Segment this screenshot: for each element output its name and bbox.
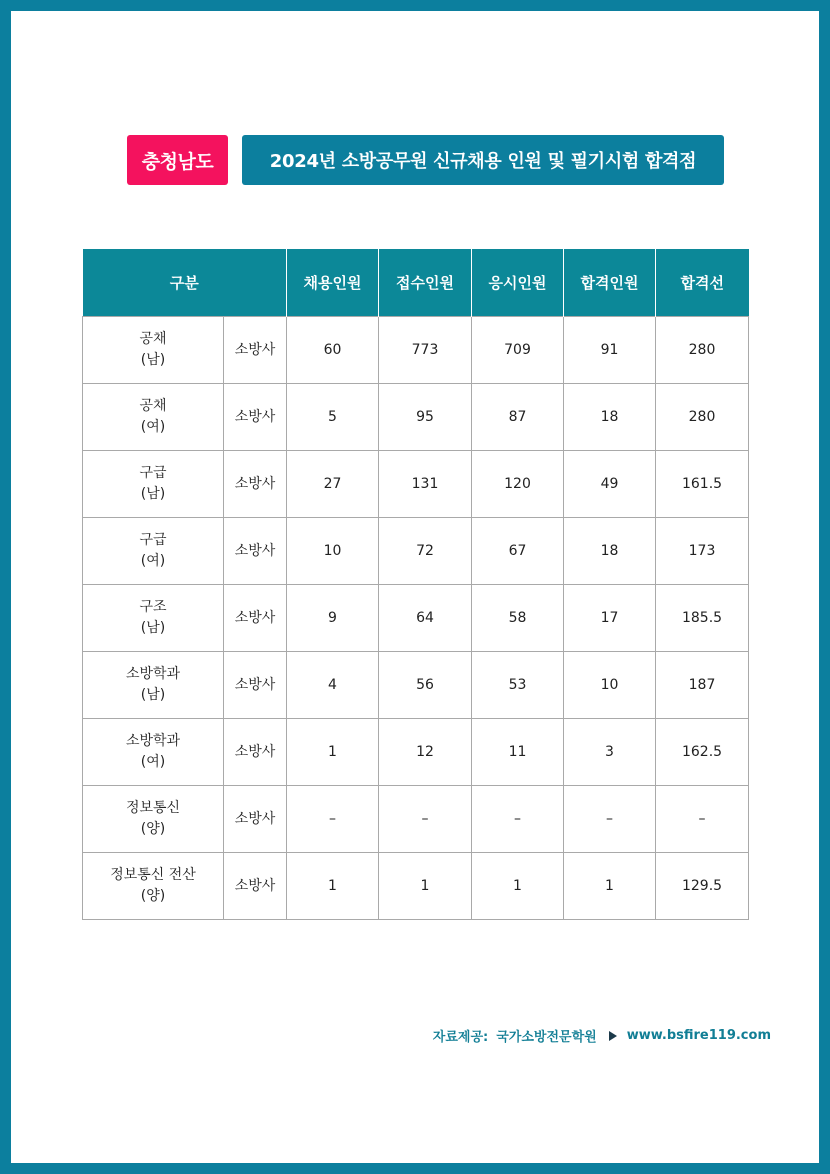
- category-name: 정보통신: [125, 800, 181, 816]
- header-category: 구분: [83, 249, 287, 317]
- table-row: [83, 652, 749, 719]
- hire-cell: 10: [287, 518, 379, 585]
- category-name: 소방학과: [125, 666, 181, 682]
- category-name: 구조: [139, 599, 167, 615]
- hire-cell: 60: [287, 317, 379, 384]
- rank-cell: 소방사: [224, 317, 287, 384]
- exam-cell: 1: [472, 853, 564, 920]
- exam-cell: 11: [472, 719, 564, 786]
- table-row: [83, 786, 749, 853]
- rank-cell: 소방사: [224, 719, 287, 786]
- category-gender: (여): [140, 754, 166, 770]
- source-url: www.bsfire119.com: [626, 1028, 771, 1043]
- category-gender: (여): [140, 553, 166, 569]
- category-name: 구급: [139, 465, 167, 481]
- exam-cell: 53: [472, 652, 564, 719]
- exam-cell: 58: [472, 585, 564, 652]
- rank-cell: 소방사: [224, 451, 287, 518]
- source-label: 자료제공:: [432, 1030, 489, 1045]
- category-name: 소방학과: [125, 733, 181, 749]
- category-cell: [83, 719, 224, 786]
- category-gender: (남): [140, 687, 166, 703]
- table-header-row: [83, 249, 749, 317]
- table-row: [83, 719, 749, 786]
- hire-cell: –: [287, 786, 379, 853]
- category-cell: [83, 518, 224, 585]
- cutoff-cell: 185.5: [656, 585, 749, 652]
- rank-cell: 소방사: [224, 652, 287, 719]
- pass-cell: 18: [564, 518, 656, 585]
- hire-cell: 9: [287, 585, 379, 652]
- source-name: 국가소방전문학원: [496, 1030, 597, 1045]
- apply-cell: 64: [379, 585, 472, 652]
- source-credit: [433, 1026, 771, 1045]
- right-triangle-icon: [609, 1031, 617, 1041]
- apply-cell: 12: [379, 719, 472, 786]
- apply-cell: 95: [379, 384, 472, 451]
- category-cell: [83, 384, 224, 451]
- apply-cell: 131: [379, 451, 472, 518]
- pass-cell: 10: [564, 652, 656, 719]
- region-badge: 충청남도: [127, 135, 228, 185]
- table-row: [83, 317, 749, 384]
- cutoff-cell: 280: [656, 384, 749, 451]
- exam-cell: –: [472, 786, 564, 853]
- category-cell: [83, 585, 224, 652]
- cutoff-cell: 129.5: [656, 853, 749, 920]
- header-cutoff: 합격선: [656, 249, 749, 317]
- pass-cell: 91: [564, 317, 656, 384]
- header-hire-count: 채용인원: [287, 249, 379, 317]
- apply-cell: 56: [379, 652, 472, 719]
- category-name: 구급: [139, 532, 167, 548]
- header-applicants: 접수인원: [379, 249, 472, 317]
- exam-cell: 87: [472, 384, 564, 451]
- rank-cell: 소방사: [224, 853, 287, 920]
- rank-cell: 소방사: [224, 585, 287, 652]
- apply-cell: 1: [379, 853, 472, 920]
- table-row: [83, 853, 749, 920]
- pass-cell: 17: [564, 585, 656, 652]
- category-gender: (양): [140, 821, 166, 837]
- hire-cell: 27: [287, 451, 379, 518]
- rank-cell: 소방사: [224, 384, 287, 451]
- apply-cell: 72: [379, 518, 472, 585]
- hire-cell: 5: [287, 384, 379, 451]
- hire-cell: 1: [287, 719, 379, 786]
- header-examinees: 응시인원: [472, 249, 564, 317]
- category-gender: (남): [140, 486, 166, 502]
- table-row: [83, 585, 749, 652]
- pass-cell: 3: [564, 719, 656, 786]
- category-cell: [83, 652, 224, 719]
- cutoff-cell: 173: [656, 518, 749, 585]
- results-table: [82, 249, 749, 920]
- category-name: 정보통신 전산: [110, 867, 196, 883]
- hire-cell: 4: [287, 652, 379, 719]
- table-row: [83, 384, 749, 451]
- category-gender: (양): [140, 888, 166, 904]
- category-name: 공채: [139, 398, 167, 414]
- cutoff-cell: 187: [656, 652, 749, 719]
- hire-cell: 1: [287, 853, 379, 920]
- apply-cell: 773: [379, 317, 472, 384]
- cutoff-cell: 280: [656, 317, 749, 384]
- rank-cell: 소방사: [224, 786, 287, 853]
- header-passed: 합격인원: [564, 249, 656, 317]
- category-gender: (남): [140, 620, 166, 636]
- category-name: 공채: [139, 331, 167, 347]
- page-title: 2024년 소방공무원 신규채용 인원 및 필기시험 합격점: [242, 135, 724, 185]
- rank-cell: 소방사: [224, 518, 287, 585]
- exam-cell: 709: [472, 317, 564, 384]
- pass-cell: 18: [564, 384, 656, 451]
- exam-cell: 67: [472, 518, 564, 585]
- category-gender: (여): [140, 419, 166, 435]
- pass-cell: –: [564, 786, 656, 853]
- category-gender: (남): [140, 352, 166, 368]
- category-cell: [83, 786, 224, 853]
- pass-cell: 49: [564, 451, 656, 518]
- cutoff-cell: 161.5: [656, 451, 749, 518]
- category-cell: [83, 451, 224, 518]
- table-row: [83, 451, 749, 518]
- apply-cell: –: [379, 786, 472, 853]
- category-cell: [83, 317, 224, 384]
- cutoff-cell: –: [656, 786, 749, 853]
- cutoff-cell: 162.5: [656, 719, 749, 786]
- pass-cell: 1: [564, 853, 656, 920]
- category-cell: [83, 853, 224, 920]
- table-row: [83, 518, 749, 585]
- exam-cell: 120: [472, 451, 564, 518]
